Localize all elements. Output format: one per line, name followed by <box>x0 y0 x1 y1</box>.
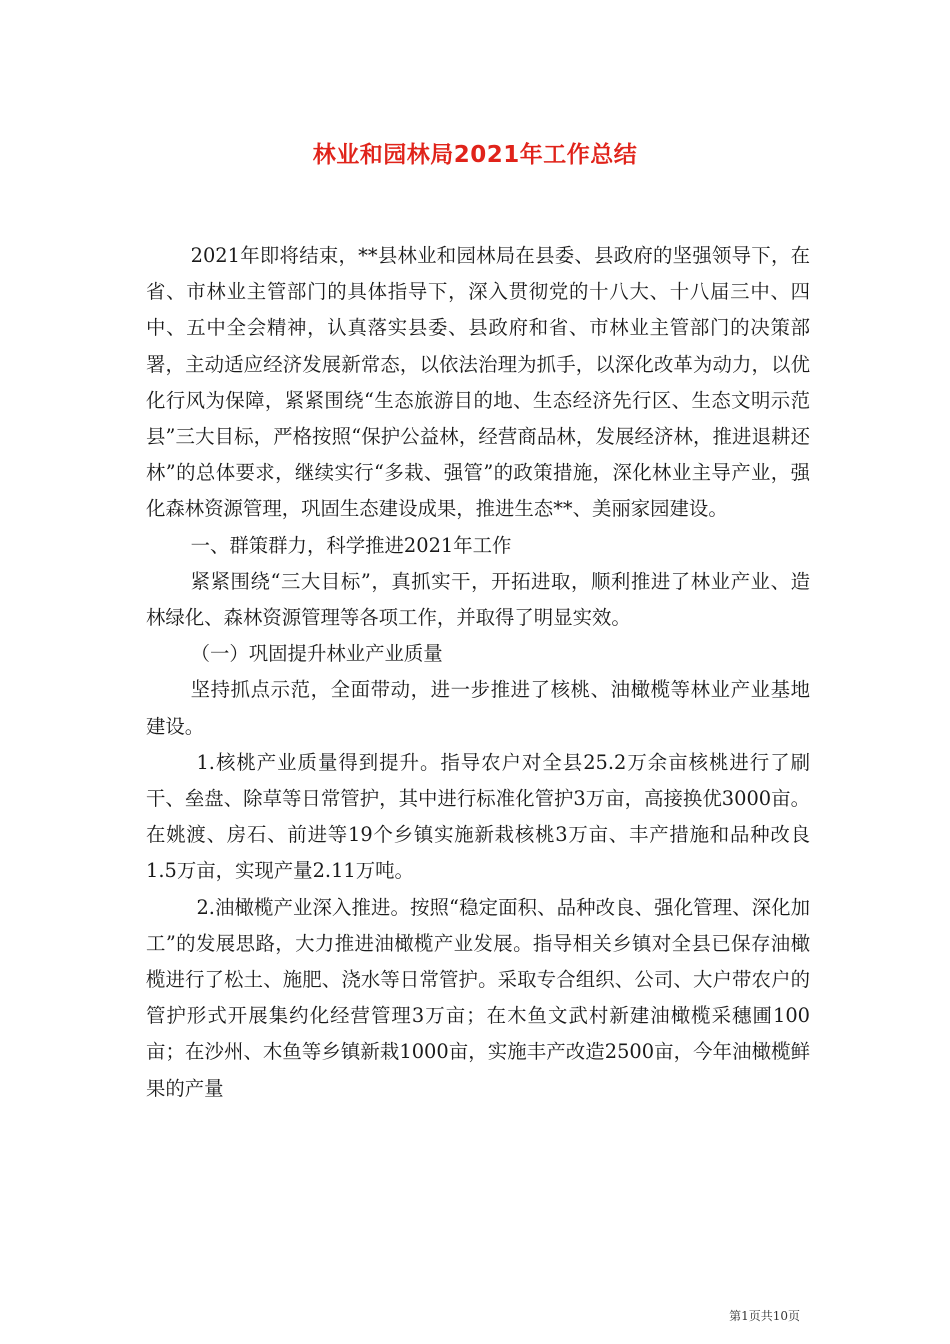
paragraph-subsection-1: 坚持抓点示范，全面带动，进一步推进了核桃、油橄榄等林业产业基地建设。 <box>146 678 810 738</box>
subsection-heading-1: （一）巩固提升林业产业质量 <box>190 642 443 666</box>
document-body <box>146 238 810 1107</box>
paragraph-intro: 2021年即将结束，**县林业和园林局在县委、县政府的坚强领导下，在省、市林业主管部门的具体指导下，深入贯彻党的十八大、十八届三中、四中、五中全会精神，认真落实县委、县政府和省、市林业主管部门的决策部署，主动适应经济发展新常态，以依法治理为抓手，以深化改革为动力，以优化行风为保障，紧紧围绕“生态旅游目的地、生态经济先行区、生态文明示范县”三大目标，严格按照“保护公益林，经营商品林，发展经济林，推进退耕还林”的总体要求，继续实行“多栽、强管”的政策措施，深化林业主导产业，强化森林资源管理，巩固生态建设成果，推进生态**、美丽家园建设。 <box>146 244 810 521</box>
paragraph-olive: 2.油橄榄产业深入推进。按照“稳定面积、品种改良、强化管理、深化加工”的发展思路，大力推进油橄榄产业发展。指导相关乡镇对全县已保存油橄榄进行了松土、施肥、浇水等日常管护。采取专合组织、公司、大户带农户的管护形式开展集约化经营管理3万亩；在木鱼文武村新建油橄榄采穗圃100亩；在沙州、木鱼等乡镇新栽1000亩，实施丰产改造2500亩，今年油橄榄鲜果的产量 <box>146 895 810 1100</box>
section-heading-1: 一、群策群力，科学推进2021年工作 <box>190 533 512 557</box>
paragraph-section-1: 紧紧围绕“三大目标”，真抓实干，开拓进取，顺利推进了林业产业、造林绿化、森林资源管理等各项工作，并取得了明显实效。 <box>146 569 810 630</box>
page-title: 林业和园林局2021年工作总结 <box>312 142 638 168</box>
page-number: 第1页共10页 <box>729 1309 800 1323</box>
paragraph-walnut: 1.核桃产业质量得到提升。指导农户对全县25.2万余亩核桃进行了刷干、垒盘、除草等日常管护，其中进行标准化管护3万亩，高接换优3000亩。在姚渡、房石、前进等19个乡镇实施新栽核桃3万亩、丰产措施和品种改良1.5万亩，实现产量2.11万吨。 <box>146 750 810 883</box>
